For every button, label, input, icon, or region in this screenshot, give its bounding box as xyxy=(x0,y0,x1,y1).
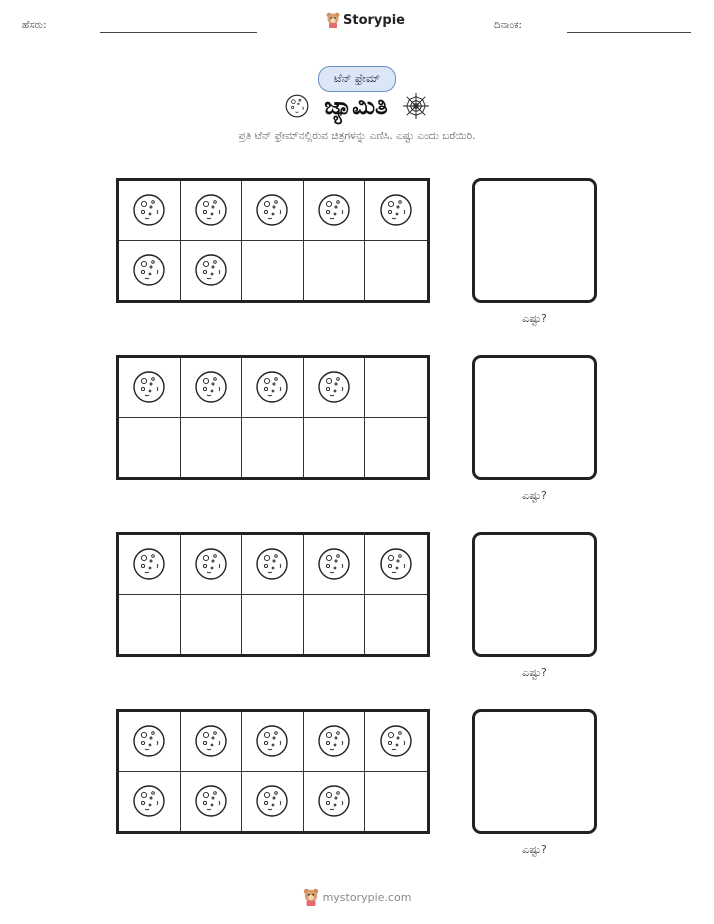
moon-icon xyxy=(316,783,352,819)
bear-mascot-icon xyxy=(326,12,340,28)
answer-box[interactable] xyxy=(472,709,597,834)
ten-frame-cell xyxy=(365,595,427,655)
ten-frame-cell xyxy=(242,181,304,241)
ten-frame-cell xyxy=(181,772,243,832)
ten-frame-cell xyxy=(365,712,427,772)
ten-frame-cell xyxy=(119,418,181,478)
moon-icon xyxy=(254,783,290,819)
ten-frame-cell xyxy=(365,535,427,595)
moon-icon xyxy=(378,723,414,759)
moon-icon xyxy=(131,252,167,288)
category-label: ಟೆನ್ ಫ್ರೇಮ್ xyxy=(334,72,380,85)
date-label: ದಿನಾಂಕ: xyxy=(494,20,522,31)
moon-icon xyxy=(316,723,352,759)
moon-icon xyxy=(131,783,167,819)
ten-frame xyxy=(116,532,430,657)
ten-frame-cell xyxy=(119,712,181,772)
ten-frame-cell xyxy=(365,418,427,478)
storypie-logo xyxy=(326,12,405,28)
ten-frame-cell xyxy=(181,241,243,301)
ten-frame-cell xyxy=(304,241,366,301)
ten-frame-cell xyxy=(304,712,366,772)
answer-box[interactable] xyxy=(472,532,597,657)
brand-name: Storypie xyxy=(343,12,405,28)
ten-frame-cell xyxy=(181,418,243,478)
ten-frame-cell xyxy=(242,418,304,478)
ten-frame-cell xyxy=(242,712,304,772)
ten-frame-cell xyxy=(119,241,181,301)
ten-frame-cell xyxy=(365,772,427,832)
moon-icon xyxy=(254,546,290,582)
ten-frame-cell xyxy=(365,358,427,418)
footer-site: mystorypie.com xyxy=(322,890,412,904)
ten-frame-cell xyxy=(242,241,304,301)
moon-icon xyxy=(193,192,229,228)
name-label: ಹೆಸರು: xyxy=(22,20,47,31)
moon-icon xyxy=(131,723,167,759)
ten-frame-cell xyxy=(119,595,181,655)
ten-frame-cell xyxy=(181,712,243,772)
answer-prompt: ಎಷ್ಟು? xyxy=(522,489,547,502)
ten-frame-cell xyxy=(304,595,366,655)
ten-frame-cell xyxy=(242,772,304,832)
moon-icon xyxy=(378,192,414,228)
ten-frame-cell xyxy=(365,181,427,241)
bear-mascot-icon xyxy=(303,888,319,906)
ten-frame-cell xyxy=(119,772,181,832)
answer-box[interactable] xyxy=(472,355,597,480)
moon-icon xyxy=(131,369,167,405)
moon-icon xyxy=(254,369,290,405)
answer-prompt: ಎಷ್ಟು? xyxy=(522,666,547,679)
moon-icon xyxy=(316,369,352,405)
moon-icon xyxy=(316,192,352,228)
ten-frame-cell xyxy=(181,535,243,595)
spider-web-icon xyxy=(402,92,430,120)
moon-icon xyxy=(193,369,229,405)
ten-frame-cell xyxy=(119,181,181,241)
moon-icon xyxy=(316,546,352,582)
footer xyxy=(0,888,714,906)
ten-frame-cell xyxy=(181,181,243,241)
worksheet-title: ಜ್ಯಾಮಿತಿ xyxy=(324,92,388,120)
ten-frame-cell xyxy=(365,241,427,301)
moon-icon xyxy=(254,723,290,759)
date-field[interactable] xyxy=(567,32,691,33)
ten-frame-cell xyxy=(304,181,366,241)
ten-frame-cell xyxy=(242,535,304,595)
answer-box[interactable] xyxy=(472,178,597,303)
ten-frame-cell xyxy=(242,358,304,418)
ten-frame xyxy=(116,709,430,834)
moon-icon xyxy=(254,192,290,228)
moon-icon xyxy=(193,783,229,819)
moon-icon xyxy=(378,546,414,582)
ten-frame-cell xyxy=(119,358,181,418)
ten-frame-cell xyxy=(181,595,243,655)
title-row xyxy=(0,92,714,120)
ten-frame-cell xyxy=(304,535,366,595)
ten-frame xyxy=(116,355,430,480)
moon-icon xyxy=(284,93,310,119)
ten-frame-cell xyxy=(242,595,304,655)
ten-frame-cell xyxy=(119,535,181,595)
name-field[interactable] xyxy=(100,32,257,33)
category-badge xyxy=(318,66,396,92)
moon-icon xyxy=(193,546,229,582)
ten-frame xyxy=(116,178,430,303)
ten-frame-cell xyxy=(304,772,366,832)
instruction-text: ಪ್ರತಿ ಟೆನ್ ಫ್ರೇಮ್‌ನಲ್ಲಿರುವ ಚಿತ್ರಗಳನ್ನು ಎಣಿಸಿ. ಎಷ್ಟು ಎಂದು ಬರೆಯಿರಿ. xyxy=(238,130,476,142)
ten-frame-cell xyxy=(304,418,366,478)
moon-icon xyxy=(193,252,229,288)
ten-frame-cell xyxy=(304,358,366,418)
answer-prompt: ಎಷ್ಟು? xyxy=(522,312,547,325)
moon-icon xyxy=(193,723,229,759)
ten-frame-cell xyxy=(181,358,243,418)
answer-prompt: ಎಷ್ಟು? xyxy=(522,843,547,856)
moon-icon xyxy=(131,546,167,582)
moon-icon xyxy=(131,192,167,228)
